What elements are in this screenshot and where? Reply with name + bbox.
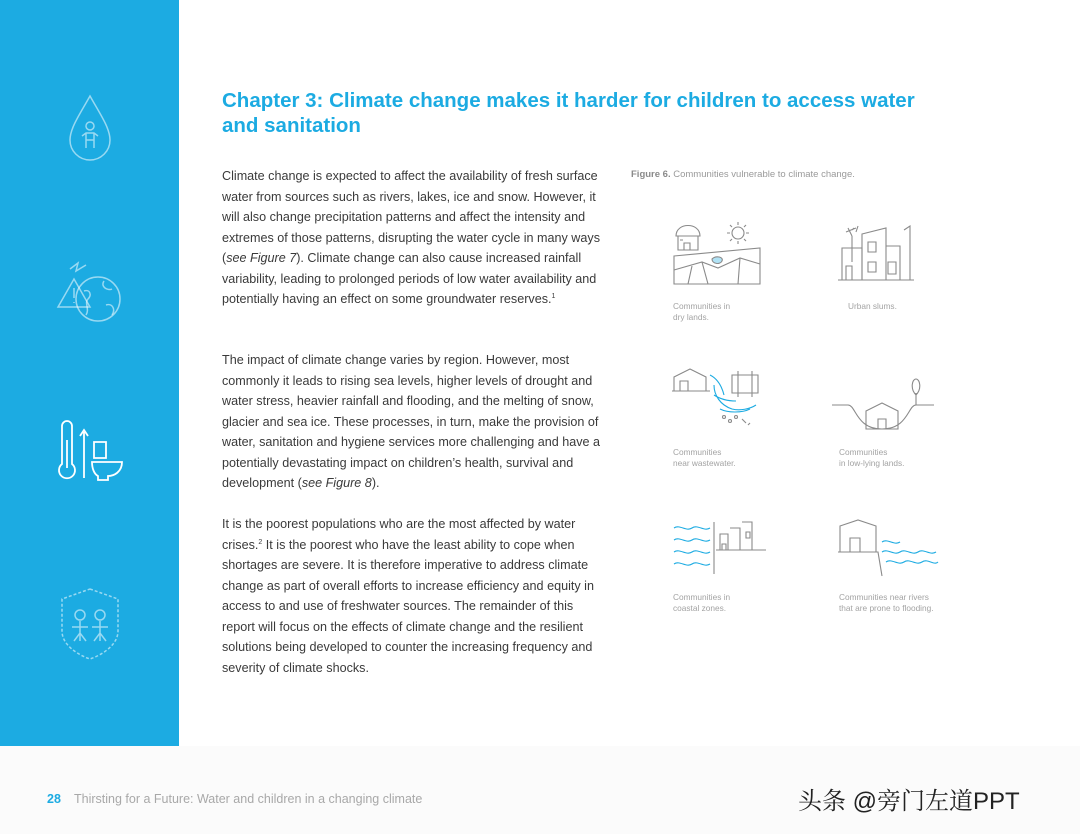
thermometer-toilet-icon <box>50 418 130 498</box>
low-lying-lands-illustration <box>830 375 936 435</box>
paragraph-text: The impact of climate change varies by region. However, most commonly it leads to rising sea levels, higher levels of drought and water stress, heavier rainfall and flooding, and the melting of snow, glacier and sea ice. These processes, in turn, make the provision of water, sanitation and hygiene services more challenging and have a potentially devastating impact on children’s health, survival and development ( <box>222 353 601 490</box>
paragraph-text: Climate change is expected to affect the availability of fresh surface water from sources such as rivers, lakes, ice and snow. However, it will also change precipitation patterns and affect the intensity and extremes of those patterns, disrupting the water cycle in many ways ( <box>222 169 600 265</box>
watermark-text: 头条 @旁门左道PPT <box>798 788 1020 815</box>
paragraph-text: It is the poorest populations who are the most affected by water crises. <box>222 517 576 552</box>
figure-caption-text: Communities vulnerable to climate change. <box>673 169 855 180</box>
paragraph-text: ). <box>371 476 380 490</box>
paragraph-text: ). Climate change can also cause increased rainfall variability, leading to prolonged periods of low water availability and potentially having an effect on some groundwater reserves. <box>222 251 597 306</box>
children-shield-icon <box>50 585 130 665</box>
urban-slums-illustration <box>836 222 916 287</box>
figure-item-label: Communities in low-lying lands. <box>839 447 905 468</box>
body-paragraph-1 <box>222 166 607 310</box>
coastal-zones-illustration <box>670 514 770 578</box>
figure-label: Figure 6. <box>631 169 671 180</box>
paragraph-text: It is the poorest who have the least ability to cope when shortages are severe. It is therefore imperative to address climate change as part of overall efforts to increase efficiency and equity in access to and use of freshwater sources. The remainder of this report will focus on the effects of climate change and the resilient solutions being developed to counter the increasing frequency and severity of climate shocks. <box>222 537 594 675</box>
figure-item-label: Communities in coastal zones. <box>673 592 731 613</box>
climate-warning-globe-icon <box>50 255 130 335</box>
chapter-title-line1: Chapter 3: Climate change makes it harder for children to access water <box>222 89 915 112</box>
figure-caption <box>631 169 855 180</box>
body-paragraph-3 <box>222 514 607 678</box>
footnote-marker: 2 <box>258 538 263 546</box>
chapter-title <box>222 88 982 138</box>
wastewater-illustration <box>670 365 762 435</box>
figure-reference: see Figure 7 <box>226 251 297 265</box>
water-drop-child-icon <box>50 90 130 170</box>
figure-reference: see Figure 8 <box>301 476 372 490</box>
dry-lands-illustration <box>668 212 768 287</box>
footnote-marker: 1 <box>551 292 556 300</box>
footer-report-title: Thirsting for a Future: Water and children in a changing climate <box>74 792 423 806</box>
figure-item-label: Communities in dry lands. <box>673 301 731 322</box>
river-flooding-illustration <box>836 516 940 582</box>
chapter-title-line2: and sanitation <box>222 114 361 137</box>
chapter-sidebar <box>0 0 179 746</box>
figure-item-label: Communities near wastewater. <box>673 447 736 468</box>
body-paragraph-2 <box>222 350 607 494</box>
page-number: 28 <box>47 792 61 806</box>
figure-item-label: Urban slums. <box>848 301 897 311</box>
figure-item-label: Communities near rivers that are prone to flooding. <box>839 592 934 613</box>
